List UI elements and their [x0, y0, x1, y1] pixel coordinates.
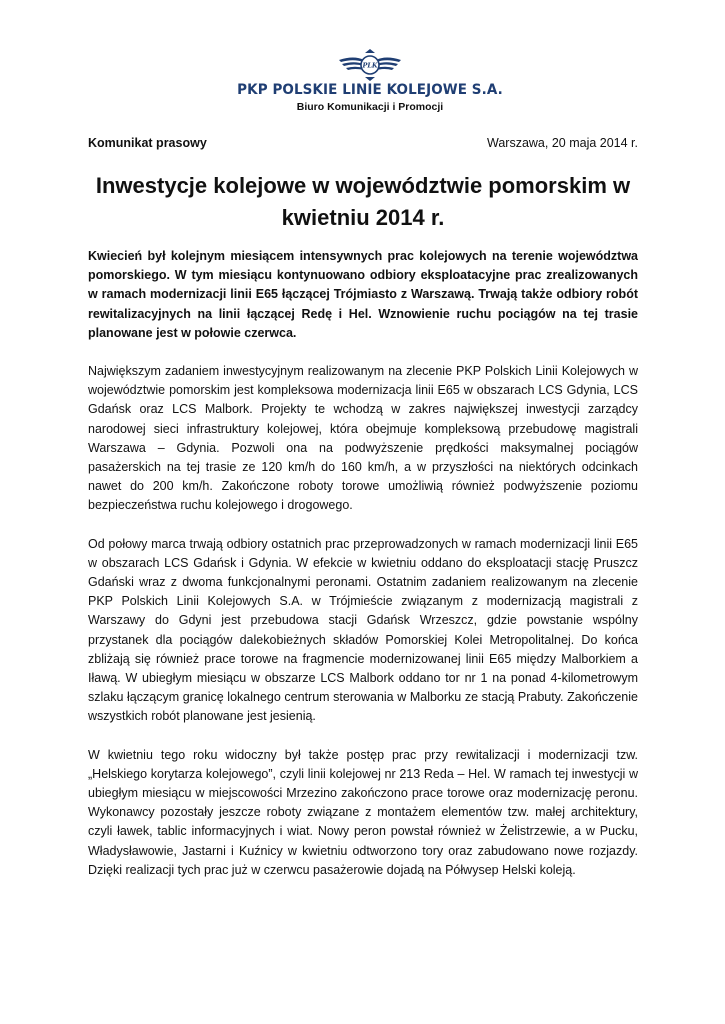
document-type: Komunikat prasowy [88, 136, 207, 150]
document-title: Inwestycje kolejowe w województwie pomorskim w kwietniu 2014 r. [95, 173, 631, 230]
organization-name: PKP POLSKIE LINIE KOLEJOWE S.A. [237, 82, 503, 98]
lead-paragraph: Kwiecień był kolejnym miesiącem intensywnych prac kolejowych na terenie województwa pomorskiego. W tym miesiącu kontynuowano odbiory eksploatacyjne prac zrealizowanych w ramach modernizacji linii E65 łączącej Trójmiasto z Warszawą. Trwają także odbiory robót rewitalizacyjnych na linii łączącej Redę i Hel. Wznowienie ruchu pociągów na tej trasie planowane jest w połowie czerwca. [88, 249, 638, 340]
logo-monogram: PLK [362, 61, 378, 70]
body-paragraph: W kwietniu tego roku widoczny był także postęp prac przy rewitalizacji i modernizacji tzw. „Helskiego korytarza kolejowego”, czyli linii kolejowej nr 213 Reda – Hel. W ramach tej inwestycji w ubiegłym miesiącu w miejscowości Mrzezino zakończono prace torowe oraz modernizację peronu. Wykonawcy pozostały jeszcze roboty związane z montażem elementów tzw. małej architektury, czyli ławek, tablic informacyjnych i wiat. Nowy peron powstał również w Żelistrzewie, a w Pucku, Władysławowie, Jastarni i Kuźnicy w kwietniu odtworzono tory oraz zabudowano nowe rozjazdy. Dzięki realizacji tych prac już w czerwcu pasażerowie dojadą na Półwysep Helski koleją. [88, 747, 638, 877]
body-paragraph: Od połowy marca trwają odbiory ostatnich prac przeprowadzonych w ramach modernizacji linii E65 w obszarach LCS Gdańsk i Gdynia. W efekcie w kwietniu oddano do eksploatacji stację Pruszcz Gdański wraz z dwoma funkcjonalnymi peronami. Ostatnim zadaniem realizowanym na zlecenie PKP Polskich Linii Kolejowych S.A. w Trójmieście związanym z modernizacją magistrali z Warszawy do Gdyni jest przebudowa stacji Gdańsk Wrzeszcz, gdzie powstanie wspólny przystanek dla pociągów dalekobieżnych składów Pomorskiej Kolei Metropolitalnej. Do końca zbliżają się również prace torowe na fragmencie modernizowanej linii E65 między Malborkiem a Iławą. W ubiegłym miesiącu w obszarze LCS Malbork oddano tor nr 1 na ponad 4-kilometrowym szlaku łączącym granicę lokalnego centrum sterowania w Malborku ze stacją Prabuty. Zakończenie wszystkich robót planowane jest jesienią. [88, 536, 638, 724]
department-name: Biuro Komunikacji i Promocji [296, 101, 444, 113]
letterhead [220, 48, 520, 113]
body-paragraph: Największym zadaniem inwestycyjnym realizowanym na zlecenie PKP Polskich Linii Kolejowych w województwie pomorskim jest kompleksowa modernizacja linii E65 w obszarach LCS Gdynia, LCS Gdańsk oraz LCS Malbork. Projekty te wchodzą w zakres największej inwestycji zarządcy narodowej sieci infrastruktury kolejowej, która obejmuje kompleksową przebudowę magistrali Warszawa – Gdynia. Pozwoli ona na podwyższenie prędkości maksymalnej pociągów pasażerskich na tej trasie ze 120 km/h do 160 km/h, a w przyszłości na niektórych odcinkach nawet do 200 km/h. Zakończone roboty torowe umożliwią również podwyższenie poziomu bezpieczeństwa ruchu kolejowego i drogowego. [88, 364, 638, 513]
article-body [88, 247, 638, 899]
document-meta [88, 136, 638, 150]
place-and-date: Warszawa, 20 maja 2014 r. [487, 136, 638, 150]
plk-winged-logo [338, 48, 402, 82]
